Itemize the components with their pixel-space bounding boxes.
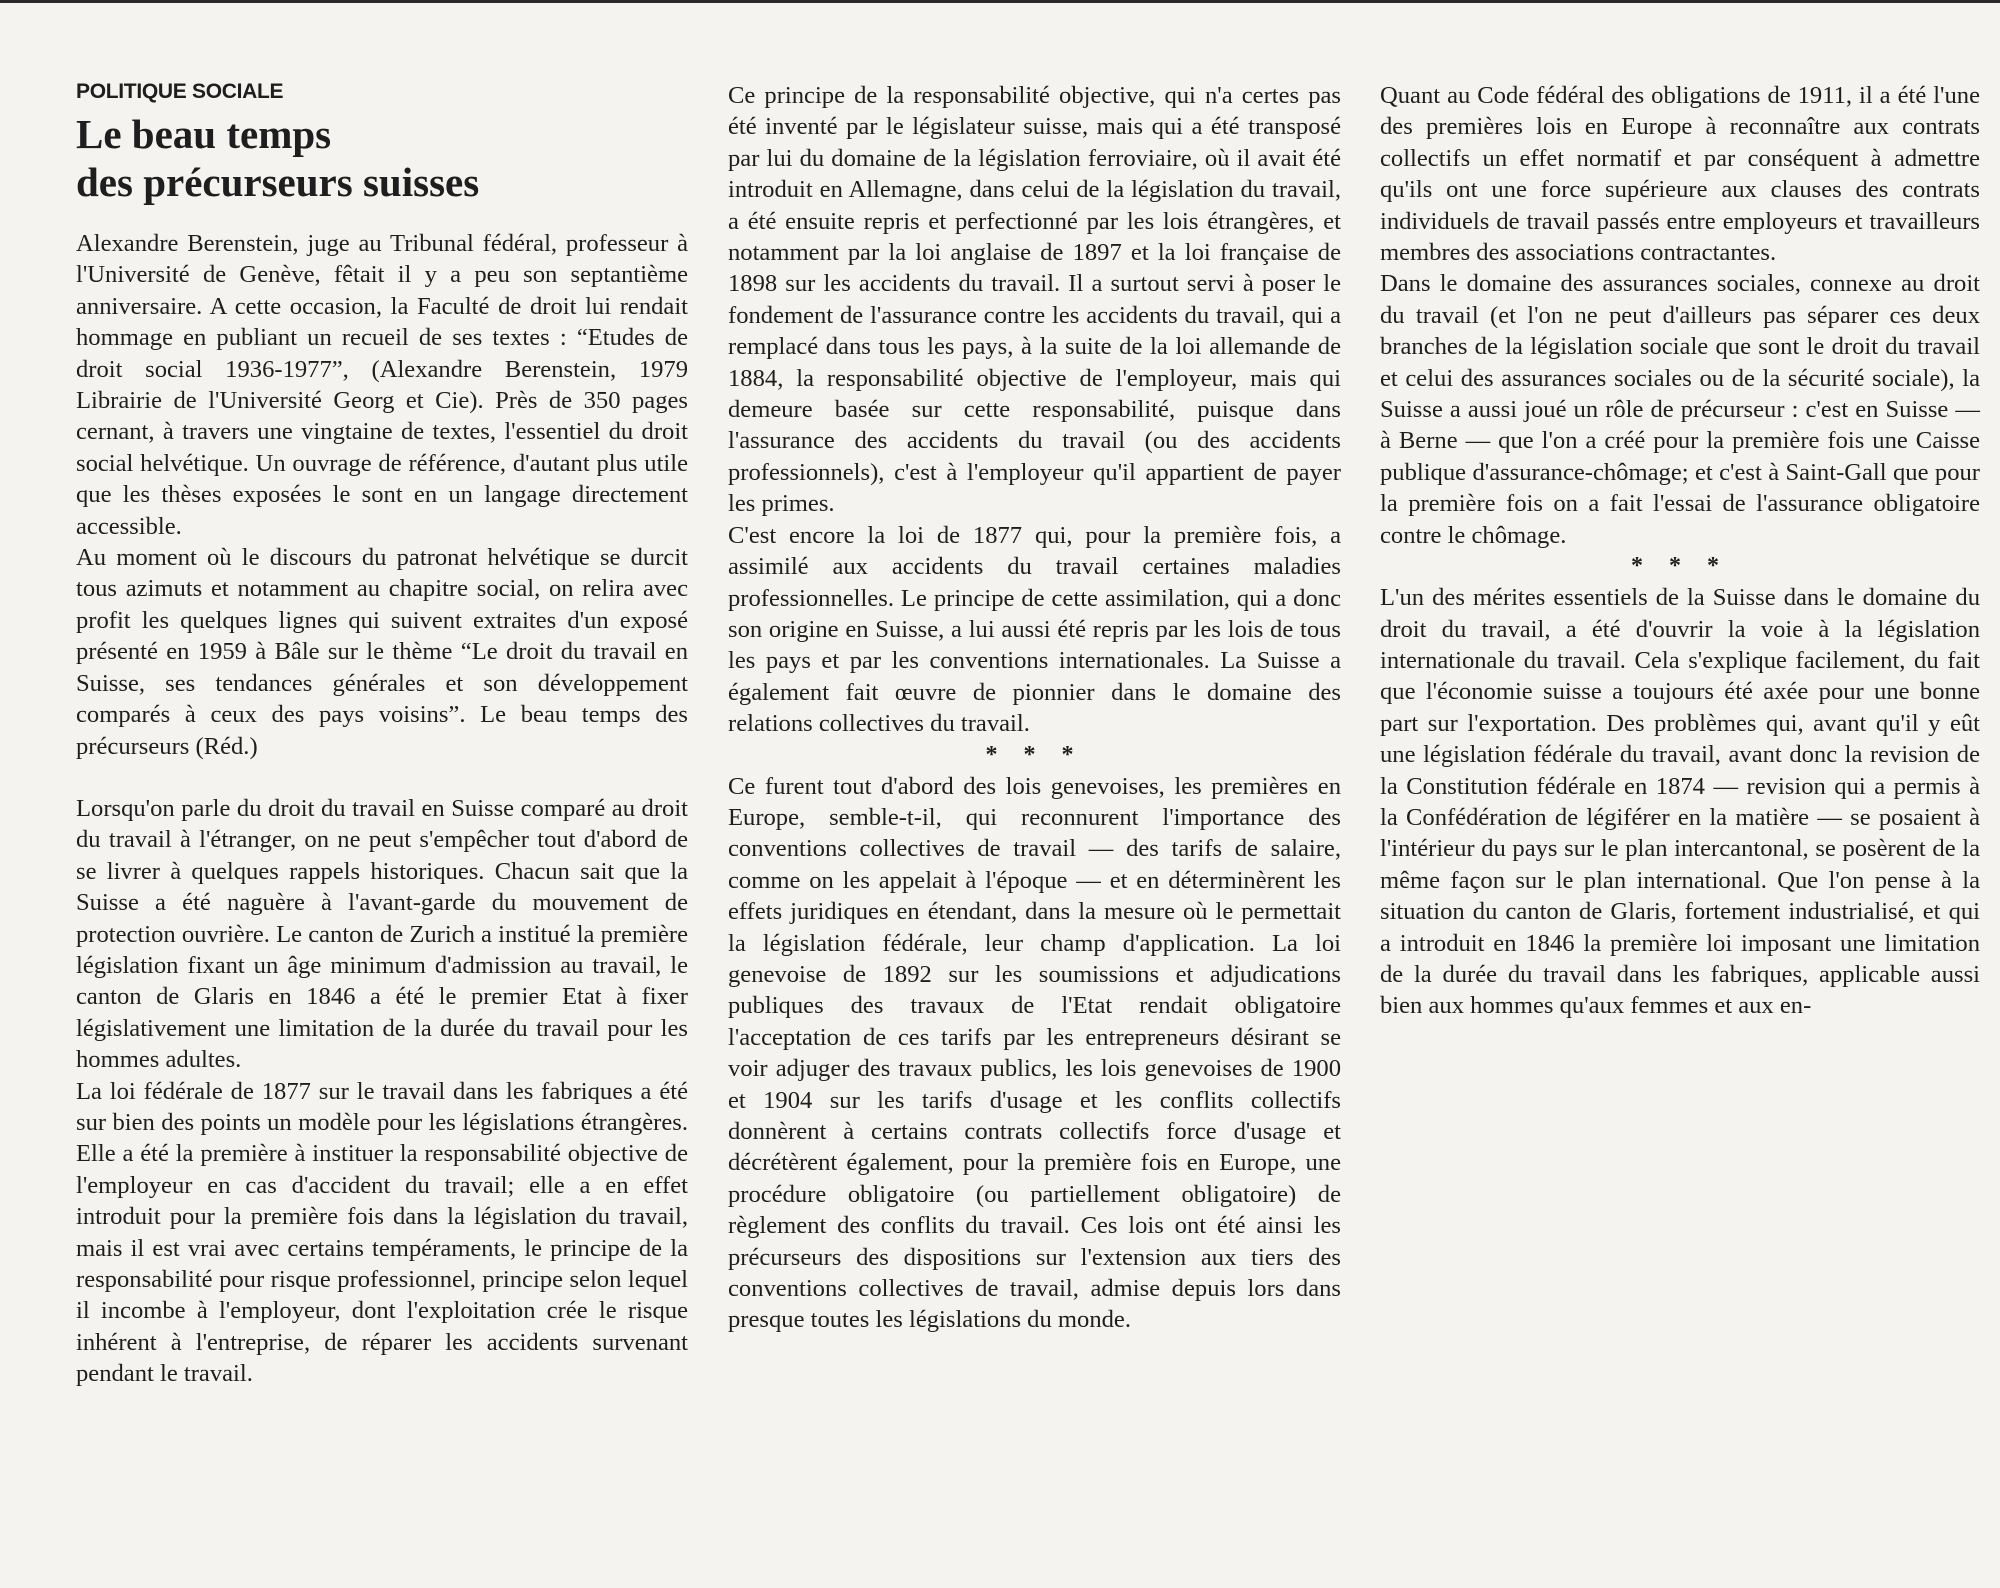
body-paragraph-4: C'est encore la loi de 1877 qui, pour la première fois, a assimilé aux accidents du travail certaines maladies professionnelles. Le principe de cette assimilation, qui a donc son origine en Suisse, a lui aussi été repris par les lois de tous les pays et par les conventions internationales. La Suisse a également fait œuvre de pionnier dans le domaine des relations collectives du travail. xyxy=(728,521,1341,738)
body-paragraph-2: La loi fédérale de 1877 sur le travail dans les fabriques a été sur bien des points un modèle pour les législations étrangères. Elle a été la première à instituer la responsabilité objective de l'employeur en cas d'accident du travail; elle a en effet introduit pour la première fois dans la législation du travail, mais il est vrai avec certains tempéraments, le principe de la responsabilité pour risque professionnel, principe selon lequel il incombe à l'employeur, dont l'exploitation crée le risque inhérent à l'entreprise, de réparer les accidents survenant pendant le travail. xyxy=(76,1077,688,1388)
body-paragraph-3: Ce principe de la responsabilité objective, qui n'a certes pas été inventé par le législateur suisse, mais qui a été transposé par lui du domaine de la législation ferroviaire, où il avait été introduit en Allemagne, dans celui de la législation du travail, a été ensuite repris et perfectionné par les lois étrangères, et notamment par la loi anglaise de 1897 et la loi française de 1898 sur les accidents du travail. Il a surtout servi à poser le fondement de l'assurance contre les accidents du travail, qui a remplacé dans tous les pays, à la suite de la loi allemande de 1884, la responsabilité objective de l'employeur, mais qui demeure basée sur cette responsabilité, puisque dans l'assurance des accidents du travail (ou des accidents professionnels), c'est à l'employeur qu'il appartient de payer les primes. xyxy=(728,82,1341,518)
article-headline xyxy=(76,110,688,206)
section-separator: * * * xyxy=(985,741,1084,768)
column-2 xyxy=(728,80,1341,1336)
column-1 xyxy=(76,80,688,1390)
headline-line-2: des précurseurs suisses xyxy=(76,159,480,205)
intro-paragraph-1: Alexandre Berenstein, juge au Tribunal fédéral, professeur à l'Université de Genève, fêtait il y a peu son septantième anniversaire. A cette occasion, la Faculté de droit lui rendait hommage en publiant un recueil de ses textes : “Etudes de droit social 1936-1977”, (Alexandre Berenstein, 1979 Librairie de l'Université Georg et Cie). Près de 350 pages cernant, à travers une vingtaine de textes, l'essentiel du droit social helvétique. Un ouvrage de référence, d'autant plus utile que les thèses exposées le sont en un langage directement accessible. xyxy=(76,230,688,540)
body-paragraph-1: Lorsqu'on parle du droit du travail en Suisse comparé au droit du travail à l'étranger, on ne peut s'empêcher tout d'abord de se livrer à quelques rappels historiques. Chacun sait que la Suisse a été naguère à l'avant-garde du mouvement de protection ouvrière. Le canton de Zurich a institué la première législation fixant un âge minimum d'admission au travail, le canton de Glaris en 1846 a été le premier Etat à fixer législativement une limitation de la durée du travail pour les hommes adultes. xyxy=(76,794,688,1074)
headline-line-1: Le beau temps xyxy=(76,111,332,157)
body-paragraph-7: Dans le domaine des assurances sociales, connexe au droit du travail (et l'on ne peut d'ailleurs pas séparer ces deux branches de la législation sociale que sont le droit du travail et celui des assurances sociales ou de la sécurité sociale), la Suisse a aussi joué un rôle de précurseur : c'est en Suisse — à Berne — que l'on a créé pour la première fois une Caisse publique d'assurance-chômage; et c'est à Saint-Gall que pour la première fois on a fait l'essai de l'assurance obligatoire contre le chômage. xyxy=(1380,270,1980,549)
intro-paragraph-2: Au moment où le discours du patronat helvétique se durcit tous azimuts et notamment au chapitre social, on relira avec profit les quelques lignes qui suivent extraites d'un exposé présenté en 1959 à Bâle sur le thème “Le droit du travail en Suisse, ses tendances générales et son développement comparés à ceux des pays voisins”. Le beau temps des précurseurs (Réd.) xyxy=(76,544,688,760)
body-paragraph-5: Ce furent tout d'abord des lois genevoises, les premières en Europe, semble-t-il, qui reconnurent l'importance des conventions collectives de travail — des tarifs de salaire, comme on les appelait à l'époque — et en déterminèrent les effets juridiques en étendant, dans la mesure où le permettait la législation fédérale, leur champ d'application. La loi genevoise de 1892 sur les soumissions et adjudications publiques des travaux de l'Etat rendait obligatoire l'acceptation de ces tarifs par les entrepreneurs désirant se voir adjuger des travaux publics, les lois genevoises de 1900 et 1904 sur les tarifs d'usage et les conflits collectifs donnèrent à certains contrats collectifs force d'usage et décrétèrent également, pour la première fois en Europe, une procédure obligatoire (ou partiellement obligatoire) de règlement des conflits du travail. Ces lois ont été ainsi les précurseurs des dispositions sur l'extension aux tiers des conventions collectives de travail, admise depuis lors dans presque toutes les législations du monde. xyxy=(728,772,1341,1334)
section-rubric: POLITIQUE SOCIALE xyxy=(76,80,284,103)
body-paragraph-6: Quant au Code fédéral des obligations de 1911, il a été l'une des premières lois en Europe à reconnaître aux contrats collectifs un effet normatif et par conséquent à admettre qu'ils ont une force supérieure aux clauses des contrats individuels de travail passés entre employeurs et travailleurs membres des associations contractantes. xyxy=(1380,82,1980,267)
section-separator-2: * * * xyxy=(1631,553,1729,580)
body-paragraph-8: L'un des mérites essentiels de la Suisse dans le domaine du droit du travail, a été d'ouvrir la voie à la législation internationale du travail. Cela s'explique facilement, du fait que l'économie suisse a toujours été axée pour une bonne part sur l'exportation. Des problèmes qui, avant qu'il y eût une législation fédérale du travail, avant donc la revision de la Constitution fédérale en 1874 — revision qui a permis à la Confédération de légiférer en la matière — se posaient à l'intérieur du pays sur le plan intercantonal, se posèrent de la même façon sur le plan international. Que l'on pense à la situation du canton de Glaris, fortement industrialisé, et qui a introduit en 1846 la première loi imposant une limitation de la durée du travail dans les fabriques, applicable aussi bien aux hommes qu'aux femmes et aux en- xyxy=(1380,584,1980,1020)
top-rule xyxy=(0,0,2000,3)
spacer xyxy=(76,762,688,793)
column-3 xyxy=(1380,80,1980,1022)
